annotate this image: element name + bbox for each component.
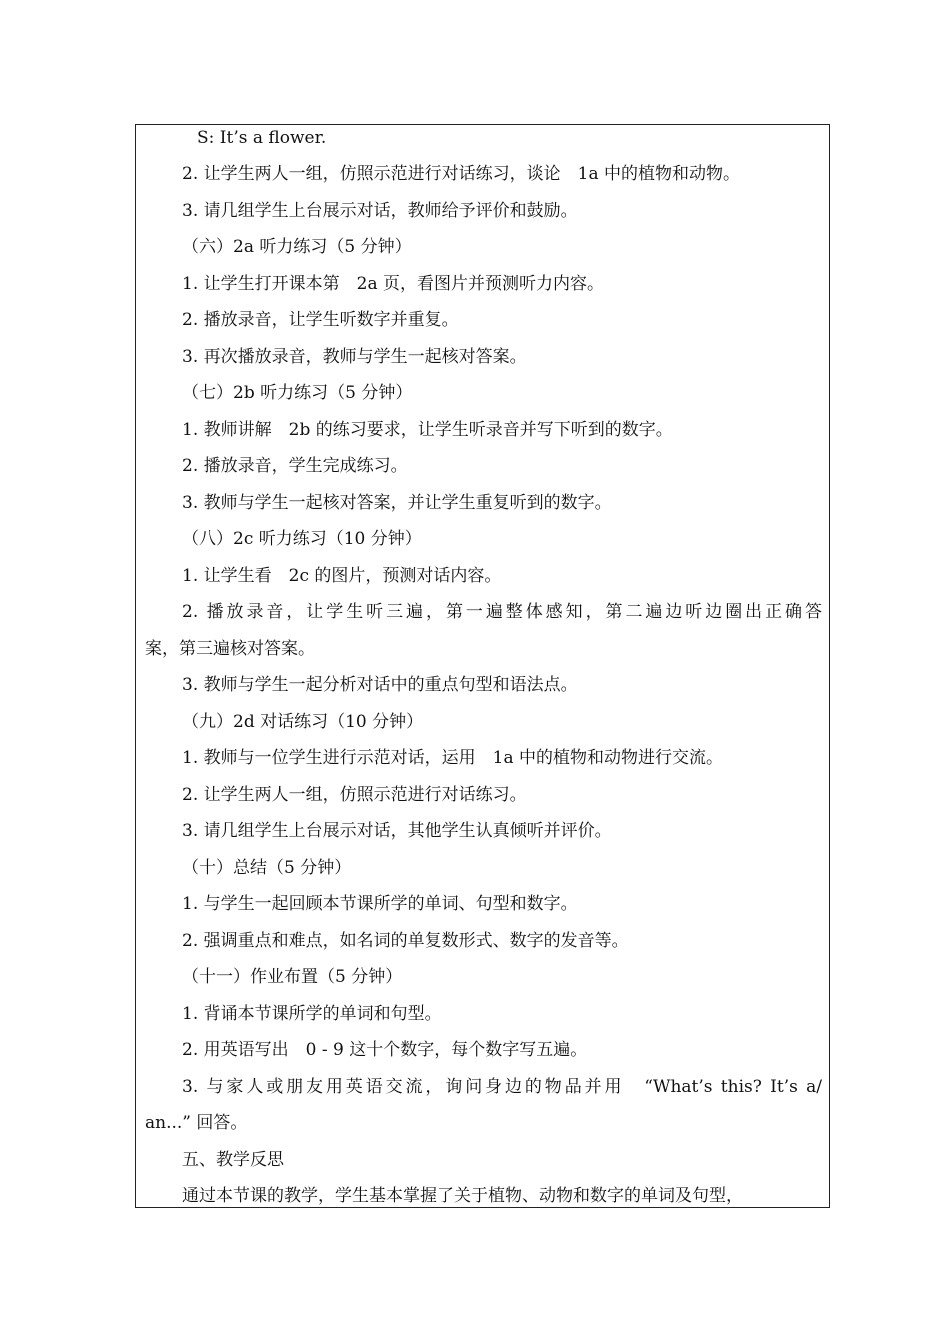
text-line: 3. 教师与学生一起核对答案，并让学生重复听到的数字。 [182, 493, 612, 513]
text-line: 2. 强调重点和难点，如名词的单复数形式、数字的发音等。 [182, 931, 629, 951]
text-line: 1. 让学生看 2c 的图片，预测对话内容。 [182, 566, 502, 586]
text-line: 3. 教师与学生一起分析对话中的重点句型和语法点。 [182, 675, 578, 695]
section-heading: （九）2d 对话练习（10 分钟） [182, 712, 424, 732]
text-line: 2. 让学生两人一组，仿照示范进行对话练习。 [182, 785, 527, 805]
text-line: 1. 教师讲解 2b 的练习要求，让学生听录音并写下听到的数字。 [182, 420, 673, 440]
text-line: 3. 再次播放录音，教师与学生一起核对答案。 [182, 347, 527, 367]
section-heading: （十）总结（5 分钟） [182, 858, 352, 878]
section-heading: 五、教学反思 [182, 1150, 284, 1170]
text-line: 1. 教师与一位学生进行示范对话，运用 1a 中的植物和动物进行交流。 [182, 748, 723, 768]
dialogue-line: S: It’s a flower. [197, 128, 327, 148]
section-heading: （六）2a 听力练习（5 分钟） [182, 237, 412, 257]
text-line: 3. 请几组学生上台展示对话，其他学生认真倾听并评价。 [182, 821, 612, 841]
text-line: 1. 让学生打开课本第 2a 页，看图片并预测听力内容。 [182, 274, 604, 294]
text-line: 2. 播放录音，学生完成练习。 [182, 456, 408, 476]
section-heading: （七）2b 听力练习（5 分钟） [182, 383, 413, 403]
text-line-continuation: 案，第三遍核对答案。 [145, 639, 315, 659]
text-line-wrapped: 2. 播放录音，让学生听三遍，第一遍整体感知，第二遍边听边圈出正确答 [182, 602, 822, 622]
section-heading: （十一）作业布置（5 分钟） [182, 967, 403, 987]
text-line: 1. 与学生一起回顾本节课所学的单词、句型和数字。 [182, 894, 578, 914]
text-line: 通过本节课的教学，学生基本掌握了关于植物、动物和数字的单词及句型， [182, 1186, 743, 1206]
section-heading: （八）2c 听力练习（10 分钟） [182, 529, 422, 549]
text-line: 2. 让学生两人一组，仿照示范进行对话练习，谈论 1a 中的植物和动物。 [182, 164, 740, 184]
text-line: 1. 背诵本节课所学的单词和句型。 [182, 1004, 442, 1024]
text-line: 3. 请几组学生上台展示对话，教师给予评价和鼓励。 [182, 201, 578, 221]
text-line: 2. 播放录音，让学生听数字并重复。 [182, 310, 459, 330]
text-line: 2. 用英语写出 0 - 9 这十个数字，每个数字写五遍。 [182, 1040, 588, 1060]
text-line-continuation: an...” 回答。 [145, 1113, 248, 1133]
text-line-wrapped: 3. 与家人或朋友用英语交流，询问身边的物品并用 “What’s this? It’s a/ [182, 1077, 822, 1097]
